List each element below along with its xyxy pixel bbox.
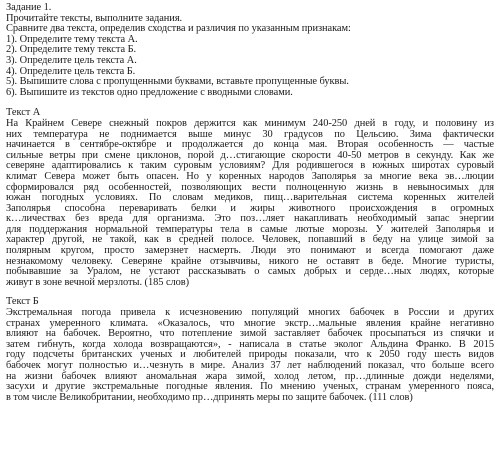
text-b-line: засухи и другие экстремальные погодные явления. По мнению ученых, странам умеренного пояса, [6, 381, 494, 393]
text-a-line: незнакомому человеку. Северяне крайне отзывчивы, никого не оставят в беде. Многие туристы, [6, 255, 494, 267]
task-item-6: 6). Выпишите из текстов одно предложение с вводными словами. [6, 86, 293, 98]
text-a-line: к…личествах без вреда для организма. Это поз…ляет накапливать необходимый запас энергии [6, 213, 494, 225]
task-line: Сравните два текста, определив сходства и различия по указанным признакам: [6, 23, 351, 35]
task-item-1: 1). Определите тему текста А. [6, 33, 138, 45]
text-a-line: южан погодных условиях. По словам медиков, пищ…варительная система коренных жителей [6, 192, 494, 204]
text-a-line: характер другой, не такой, как в средней полосе. Человек, попавший в беду на улице зимой за [6, 234, 494, 246]
task-item-4: 4). Определите цель текста Б. [6, 65, 136, 77]
text-a-line: них температура не поднимается выше минус 30 градусов по Цельсию. Зима фактически [6, 128, 494, 140]
text-b-line: влияют на бабочек. Вероятно, что потепление зимой заставляет бабочек просыпаться из спячки и [6, 328, 494, 340]
text-a-block [6, 108, 494, 288]
text-b-line: затем гибнуть, когда холода возвращаются», - написала в статье эколог Альдина Франко. В 2015 [6, 338, 494, 350]
text-b-line: бабочек могут полностью и…чезнуть в мире. Анализ 37 лет наблюдений показал, что больше всего [6, 360, 494, 371]
task-block [6, 0, 494, 98]
text-a-line: сформировался ряд особенностей, позволяющих вести полноценную жизнь в невыносимых для [6, 181, 494, 193]
text-a-line: сильные ветры при смене циклонов, порой д…стигающие скорости 40-50 метров в секунду. Как же [6, 149, 494, 161]
text-a-line: для поддержания нормальной температуры тела в самые лютые морозы. У жителей Заполярья и [6, 223, 494, 235]
text-b-block [6, 297, 494, 403]
text-a-line: живут в зоне вечной мерзлоты. (185 слов) [6, 276, 190, 288]
spacer [6, 288, 494, 297]
text-a-title: Текст А [6, 107, 41, 119]
task-title: Задание 1. [6, 2, 52, 13]
text-a-line: полярным кругом, просто замерзнет насмерть. Люди это понимают и всегда помогают даже [6, 245, 494, 257]
text-b-line: году подсчеты британских ученых и любителей природы показали, что к 2050 году шесть видов [6, 349, 494, 361]
task-item-2: 2). Определите тему текста Б. [6, 44, 137, 56]
text-b-title: Текст Б [6, 296, 39, 308]
text-b-line: странах умеренного климата. «Оказалось, что многие экстр…мальные явления крайне негативно [6, 317, 494, 329]
spacer [6, 98, 494, 108]
text-a-line: климат Севера может быть опасен. Но у коренных народов Заполярья за многие века эв…люции [6, 170, 494, 182]
text-a-line: На Крайнем Севере снежный покров держится как минимум 240-250 дней в году, и половину из [6, 117, 494, 129]
text-b-line: Экстремальная погода привела к исчезновению популяций многих бабочек в России и других [6, 307, 494, 319]
text-a-line: Заполярья способна переваривать белки и жиры животного происхождения в огромных [6, 202, 494, 214]
text-b-line: на жизни бабочек влияют аномальная жара зимой, холод летом, пр…длинные дожди неделями, [6, 370, 494, 382]
text-a-line: побывавшие за Уралом, не устают рассказывать о самых добрых и серде…ных людях, которые [6, 266, 494, 278]
task-item-5: 5). Выпишите слова с пропущенными буквами, вставьте пропущенные буквы. [6, 76, 349, 88]
text-a-line: начинается в сентябре-октябре и продолжается до конца мая. Вторая особенность — частые [6, 139, 494, 151]
text-a-line: северяне адаптировались к таким суровым условиям? Для родившегося в южных широтах суровый [6, 160, 494, 172]
text-b-line: в том числе Великобритании, необходимо пр…дпринять меры по защите бабочек. (111 слов) [6, 391, 413, 403]
task-line: Прочитайте тексты, выполните задания. [6, 12, 183, 24]
task-item-3: 3). Определите цель текста А. [6, 54, 137, 66]
